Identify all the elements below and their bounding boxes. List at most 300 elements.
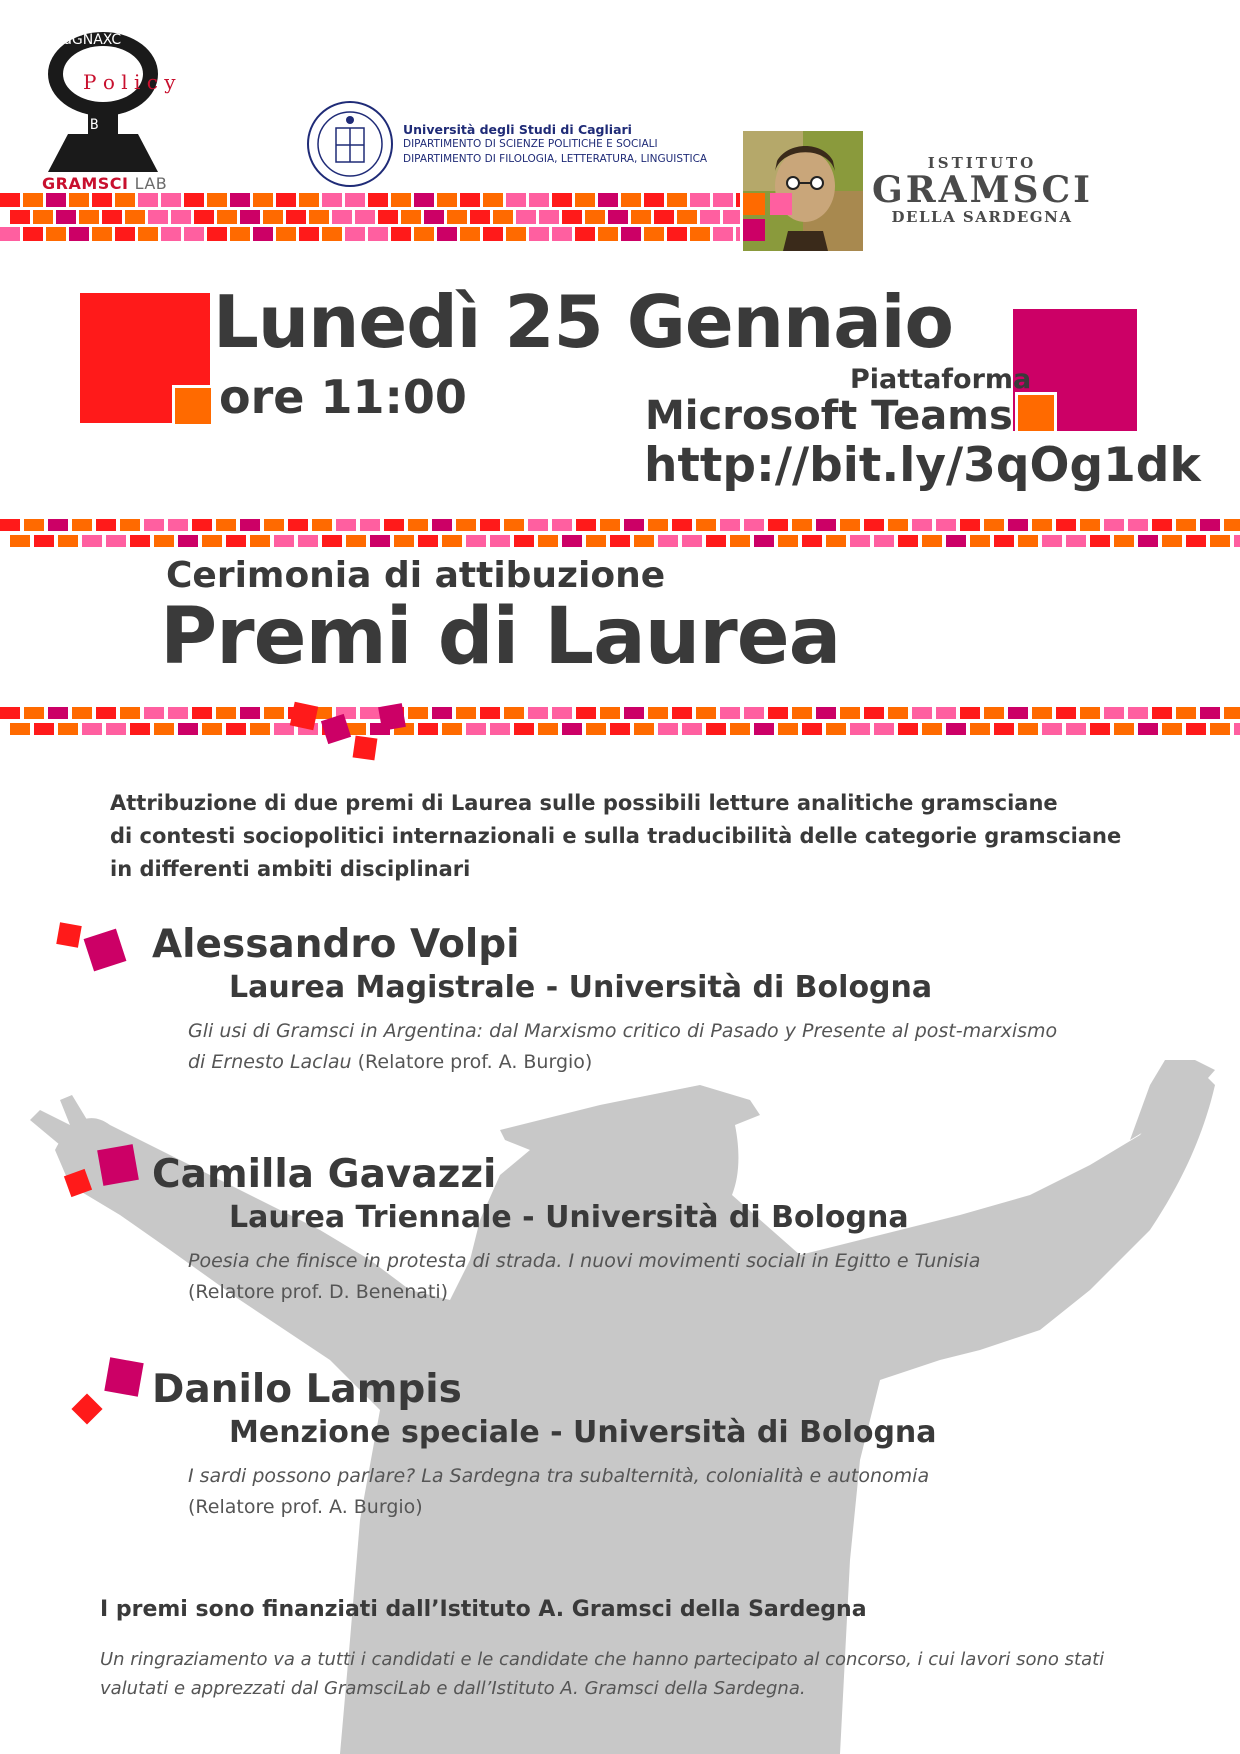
istituto-top-text: ISTITUTO — [927, 154, 1037, 172]
mosaic-tile — [106, 723, 126, 735]
mosaic-tile — [192, 519, 212, 531]
winner-degree: Laurea Magistrale - Università di Bologna — [229, 970, 933, 1005]
mosaic-tile — [34, 535, 54, 547]
mosaic-tile — [253, 193, 273, 207]
mosaic-tile — [667, 193, 687, 207]
mosaic-tile — [58, 723, 78, 735]
mosaic-tile — [802, 535, 822, 547]
mosaic-tile — [391, 227, 411, 241]
mosaic-tile — [600, 707, 620, 719]
mosaic-tile — [514, 535, 534, 547]
event-date: Lunedì 25 Gennaio — [213, 280, 953, 364]
mosaic-tile — [120, 519, 140, 531]
mosaic-tile — [23, 193, 43, 207]
mosaic-tile — [10, 535, 30, 547]
thesis-title: Gli usi di Gramsci in Argentina: dal Marxismo critico di Pasado y Presente al post-marxismo — [188, 1020, 1058, 1042]
mosaic-tile — [312, 519, 332, 531]
mosaic-tile — [984, 519, 1004, 531]
mosaic-tile — [648, 707, 668, 719]
mosaic-tile — [874, 535, 894, 547]
mosaic-tile — [194, 210, 214, 224]
mosaic-tile — [840, 519, 860, 531]
platform-name: Microsoft Teams — [645, 393, 1013, 439]
mosaic-tile — [168, 519, 188, 531]
mosaic-tile — [0, 227, 20, 241]
mosaic-tile — [1152, 707, 1172, 719]
ceremony-title: Premi di Laurea — [160, 592, 841, 682]
mosaic-tile — [408, 707, 428, 719]
mosaic-tile — [360, 519, 380, 531]
mosaic-tile — [720, 519, 740, 531]
mosaic-tile — [336, 519, 356, 531]
mosaic-tile — [898, 723, 918, 735]
mosaic-tile — [401, 210, 421, 224]
mosaic-tile — [332, 210, 352, 224]
decor-square-small-orange-right — [1015, 392, 1057, 434]
mosaic-tile — [644, 227, 664, 241]
mosaic-tile — [562, 535, 582, 547]
svg-text:dGNAXC: dGNAXC — [63, 32, 122, 48]
mosaic-tile — [240, 707, 260, 719]
mosaic-tile — [608, 210, 628, 224]
mosaic-tile — [138, 227, 158, 241]
mosaic-tile — [480, 707, 500, 719]
mosaic-tile — [658, 723, 678, 735]
mosaic-tile — [634, 723, 654, 735]
mosaic-tile — [816, 519, 836, 531]
mosaic-tile — [24, 519, 44, 531]
mosaic-tile — [299, 227, 319, 241]
mosaic-tile — [802, 723, 822, 735]
mosaic-tile — [171, 210, 191, 224]
mosaic-tile — [1200, 707, 1220, 719]
mosaic-tile — [1056, 519, 1076, 531]
winner-thesis — [188, 1246, 1148, 1308]
mosaic-tile — [408, 519, 428, 531]
mosaic-tile — [936, 519, 956, 531]
mosaic-tile — [202, 535, 222, 547]
mosaic-tile — [460, 227, 480, 241]
mosaic-tile — [322, 535, 342, 547]
mosaic-tile — [309, 210, 329, 224]
mosaic-tile — [120, 707, 140, 719]
mosaic-tile — [1224, 519, 1240, 531]
thesis-title-cont: di Ernesto Laclau — [188, 1051, 352, 1073]
mosaic-tile — [102, 210, 122, 224]
mosaic-tile — [322, 227, 342, 241]
mosaic-tile — [1128, 707, 1148, 719]
mosaic-tile — [92, 193, 112, 207]
mosaic-tile — [178, 723, 198, 735]
mosaic-tile — [1162, 723, 1182, 735]
mosaic-tile — [1104, 519, 1124, 531]
mosaic-tile — [69, 193, 89, 207]
winner-marker-large — [97, 1144, 139, 1186]
mosaic-tile — [1066, 723, 1086, 735]
mosaic-tile — [82, 535, 102, 547]
mosaic-tile — [346, 535, 366, 547]
mosaic-tile — [456, 707, 476, 719]
mosaic-tile — [72, 707, 92, 719]
intro-line: in differenti ambiti disciplinari — [110, 857, 471, 881]
winner-name: Camilla Gavazzi — [152, 1152, 497, 1197]
mosaic-tile — [370, 535, 390, 547]
mosaic-tile — [33, 210, 53, 224]
mosaic-tile — [1018, 723, 1038, 735]
mosaic-tile — [1186, 723, 1206, 735]
mosaic-tile — [912, 519, 932, 531]
mosaic-tile — [529, 227, 549, 241]
mosaic-tile — [456, 519, 476, 531]
mosaic-tile — [736, 227, 740, 241]
mosaic-tile — [264, 519, 284, 531]
decor-square-small-orange — [172, 385, 214, 427]
decor-square — [770, 193, 792, 215]
mosaic-tile — [816, 707, 836, 719]
mosaic-tile — [1066, 535, 1086, 547]
gramsci-lab-letter-head-icon — [28, 14, 178, 172]
winner-entry — [152, 1367, 1152, 1523]
istituto-main-text: GRAMSCI — [872, 169, 1093, 211]
decor-square — [743, 193, 765, 215]
mosaic-tile — [216, 707, 236, 719]
mosaic-tile — [720, 707, 740, 719]
mosaic-tile — [10, 210, 30, 224]
thanks-note — [100, 1645, 1140, 1703]
mosaic-tile — [48, 707, 68, 719]
mosaic-tile — [1090, 723, 1110, 735]
mosaic-tile — [161, 193, 181, 207]
mosaic-tile — [286, 210, 306, 224]
mosaic-tile — [432, 707, 452, 719]
mosaic-tile — [970, 535, 990, 547]
mosaic-tile — [207, 193, 227, 207]
mosaic-tile — [230, 193, 250, 207]
istituto-bottom-text: DELLA SARDEGNA — [891, 208, 1073, 226]
mosaic-tile — [864, 707, 884, 719]
mosaic-strip-top — [0, 193, 740, 245]
mosaic-tile — [368, 227, 388, 241]
mosaic-tile — [506, 227, 526, 241]
mosaic-tile — [263, 210, 283, 224]
mosaic-tile — [736, 193, 740, 207]
mosaic-tile — [360, 707, 380, 719]
mosaic-tile — [168, 707, 188, 719]
mosaic-tile — [946, 535, 966, 547]
mosaic-tile — [161, 227, 181, 241]
winner-degree: Laurea Triennale - Università di Bologna — [229, 1200, 909, 1235]
mosaic-tile — [125, 210, 145, 224]
mosaic-tile — [34, 723, 54, 735]
mosaic-tile — [514, 723, 534, 735]
mosaic-tile — [528, 707, 548, 719]
mosaic-tile — [598, 227, 618, 241]
decor-square — [353, 736, 378, 761]
mosaic-tile — [144, 707, 164, 719]
svg-text:B: B — [90, 117, 99, 133]
mosaic-tile — [631, 210, 651, 224]
mosaic-tile — [130, 723, 150, 735]
mosaic-tile — [946, 723, 966, 735]
mosaic-tile — [230, 227, 250, 241]
mosaic-tile — [148, 210, 168, 224]
mosaic-tile — [672, 519, 692, 531]
mosaic-tile — [1176, 519, 1196, 531]
thesis-supervisor: (Relatore prof. D. Benenati) — [188, 1281, 449, 1303]
mosaic-tile — [217, 210, 237, 224]
mosaic-tile — [442, 535, 462, 547]
ceremony-subtitle: Cerimonia di attibuzione — [166, 555, 666, 596]
mosaic-tile — [391, 193, 411, 207]
funding-note: I premi sono finanziati dall’Istituto A. Gramsci della Sardegna — [100, 1597, 867, 1622]
thesis-supervisor: (Relatore prof. A. Burgio) — [188, 1496, 423, 1518]
mosaic-tile — [115, 227, 135, 241]
mosaic-tile — [621, 193, 641, 207]
mosaic-tile — [288, 519, 308, 531]
mosaic-tile — [378, 210, 398, 224]
mosaic-tile — [276, 193, 296, 207]
mosaic-tile — [840, 707, 860, 719]
mosaic-tile — [528, 519, 548, 531]
mosaic-tile — [178, 535, 198, 547]
mosaic-tile — [130, 535, 150, 547]
thesis-supervisor: (Relatore prof. A. Burgio) — [351, 1051, 593, 1073]
mosaic-tile — [754, 723, 774, 735]
mosaic-tile — [936, 707, 956, 719]
mosaic-tile — [610, 723, 630, 735]
mosaic-tile — [1032, 707, 1052, 719]
mosaic-tile — [667, 227, 687, 241]
mosaic-tile — [466, 535, 486, 547]
mosaic-tile — [529, 193, 549, 207]
mosaic-tile — [768, 519, 788, 531]
mosaic-tile — [56, 210, 76, 224]
istituto-gramsci-logo — [872, 154, 1092, 226]
mosaic-tile — [1152, 519, 1172, 531]
mosaic-tile — [864, 519, 884, 531]
decor-square — [743, 219, 765, 241]
mosaic-tile — [672, 707, 692, 719]
mosaic-tile — [586, 535, 606, 547]
mosaic-tile — [82, 723, 102, 735]
mosaic-tile — [598, 193, 618, 207]
mosaic-tile — [888, 519, 908, 531]
mosaic-tile — [552, 707, 572, 719]
thesis-title: I sardi possono parlare? La Sardegna tra subalternità, colonialità e autonomia — [188, 1465, 930, 1487]
mosaic-tile — [696, 707, 716, 719]
mosaic-tile — [466, 723, 486, 735]
mosaic-tile — [106, 535, 126, 547]
mosaic-tile — [516, 210, 536, 224]
mosaic-tile — [418, 723, 438, 735]
mosaic-tile — [506, 193, 526, 207]
meeting-link[interactable]: http://bit.ly/3qOg1dk — [644, 438, 1201, 493]
gramsci-lab-name — [42, 174, 167, 193]
mosaic-tile — [437, 193, 457, 207]
mosaic-tile — [1080, 519, 1100, 531]
mosaic-tile — [658, 535, 678, 547]
mosaic-tile — [826, 535, 846, 547]
mosaic-tile — [154, 535, 174, 547]
mosaic-tile — [298, 535, 318, 547]
mosaic-tile — [394, 535, 414, 547]
mosaic-tile — [922, 723, 942, 735]
mosaic-tile — [483, 193, 503, 207]
mosaic-tile — [576, 519, 596, 531]
mosaic-tile — [826, 723, 846, 735]
mosaic-tile — [345, 227, 365, 241]
mosaic-tile — [754, 535, 774, 547]
mosaic-strip-lower — [0, 696, 1240, 748]
mosaic-tile — [1210, 723, 1230, 735]
mosaic-tile — [414, 193, 434, 207]
mosaic-tile — [768, 707, 788, 719]
mosaic-tile — [539, 210, 559, 224]
mosaic-tile — [192, 707, 212, 719]
mosaic-tile — [46, 193, 66, 207]
mosaic-tile — [912, 707, 932, 719]
mosaic-tile — [368, 193, 388, 207]
mosaic-tile — [250, 723, 270, 735]
mosaic-tile — [250, 535, 270, 547]
mosaic-tile — [994, 723, 1014, 735]
mosaic-tile — [585, 210, 605, 224]
decor-square — [290, 702, 318, 730]
mosaic-tile — [624, 707, 644, 719]
mosaic-tile — [1138, 723, 1158, 735]
mosaic-tile — [79, 210, 99, 224]
mosaic-tile — [96, 519, 116, 531]
mosaic-tile — [493, 210, 513, 224]
mosaic-tile — [184, 227, 204, 241]
mosaic-tile — [1032, 519, 1052, 531]
mosaic-tile — [624, 519, 644, 531]
thanks-line: valutati e apprezzati dal GramsciLab e dall’Istituto A. Gramsci della Sardegna. — [100, 1678, 806, 1699]
mosaic-tile — [460, 193, 480, 207]
mosaic-tile — [96, 707, 116, 719]
mosaic-tile — [648, 519, 668, 531]
mosaic-tile — [274, 535, 294, 547]
mosaic-tile — [706, 535, 726, 547]
mosaic-tile — [418, 535, 438, 547]
winner-thesis — [188, 1461, 1148, 1523]
mosaic-tile — [960, 519, 980, 531]
mosaic-tile — [115, 193, 135, 207]
mosaic-tile — [730, 535, 750, 547]
mosaic-tile — [72, 519, 92, 531]
mosaic-tile — [226, 723, 246, 735]
mosaic-tile — [600, 519, 620, 531]
mosaic-tile — [1234, 723, 1240, 735]
mosaic-tile — [58, 535, 78, 547]
mosaic-tile — [1128, 519, 1148, 531]
winner-degree: Menzione speciale - Università di Bologna — [229, 1415, 937, 1450]
mosaic-tile — [447, 210, 467, 224]
platform-label: Piattaforma — [850, 364, 1032, 395]
mosaic-tile — [713, 193, 733, 207]
mosaic-tile — [690, 193, 710, 207]
mosaic-tile — [264, 707, 284, 719]
winner-name: Danilo Lampis — [152, 1367, 462, 1412]
mosaic-tile — [874, 723, 894, 735]
mosaic-tile — [723, 210, 740, 224]
mosaic-tile — [226, 535, 246, 547]
mosaic-tile — [1162, 535, 1182, 547]
mosaic-tile — [713, 227, 733, 241]
thesis-title: Poesia che finisce in protesta di strada. I nuovi movimenti sociali in Egitto e Tunisia — [188, 1250, 981, 1272]
winner-marker-small — [56, 922, 81, 947]
mosaic-tile — [490, 723, 510, 735]
mosaic-tile — [1042, 535, 1062, 547]
mosaic-tile — [48, 519, 68, 531]
mosaic-tile — [46, 227, 66, 241]
department-1: DIPARTIMENTO DI SCIENZE POLITICHE E SOCIALI — [403, 138, 658, 150]
mosaic-tile — [562, 210, 582, 224]
mosaic-tile — [1176, 707, 1196, 719]
winner-thesis — [188, 1016, 1148, 1078]
mosaic-tile — [504, 707, 524, 719]
mosaic-tile — [730, 723, 750, 735]
winner-entry — [152, 922, 1152, 1078]
gramsci-lab-name-main: GRAMSCI — [42, 174, 129, 193]
university-seal-icon — [306, 100, 394, 188]
mosaic-tile — [1008, 519, 1028, 531]
mosaic-tile — [677, 210, 697, 224]
university-title: Università degli Studi di Cagliari — [403, 122, 632, 137]
mosaic-tile — [240, 519, 260, 531]
mosaic-tile — [384, 519, 404, 531]
mosaic-tile — [1114, 723, 1134, 735]
mosaic-tile — [744, 519, 764, 531]
mosaic-tile — [634, 535, 654, 547]
mosaic-tile — [1200, 519, 1220, 531]
mosaic-tile — [184, 193, 204, 207]
mosaic-tile — [575, 193, 595, 207]
mosaic-tile — [207, 227, 227, 241]
mosaic-tile — [690, 227, 710, 241]
university-text — [403, 122, 707, 167]
intro-line: di contesti sociopolitici internazionali e sulla traducibilità delle categorie gramsciane — [110, 824, 1122, 848]
decor-square — [378, 703, 406, 731]
mosaic-tile — [960, 707, 980, 719]
mosaic-tile — [424, 210, 444, 224]
mosaic-tile — [552, 519, 572, 531]
mosaic-strip-middle — [0, 508, 1240, 560]
mosaic-tile — [682, 723, 702, 735]
mosaic-tile — [0, 193, 20, 207]
thanks-line: Un ringraziamento va a tutti i candidati e le candidate che hanno partecipato al concorso, i cui lavori sono stati — [100, 1649, 1105, 1670]
department-2: DIPARTIMENTO DI FILOLOGIA, LETTERATURA, LINGUISTICA — [403, 153, 708, 165]
mosaic-tile — [322, 193, 342, 207]
mosaic-tile — [480, 519, 500, 531]
mosaic-tile — [888, 707, 908, 719]
mosaic-tile — [654, 210, 674, 224]
mosaic-tile — [24, 707, 44, 719]
mosaic-tile — [144, 519, 164, 531]
mosaic-tile — [299, 193, 319, 207]
mosaic-tile — [432, 519, 452, 531]
mosaic-tile — [253, 227, 273, 241]
mosaic-tile — [792, 707, 812, 719]
mosaic-tile — [744, 707, 764, 719]
mosaic-tile — [0, 707, 20, 719]
mosaic-tile — [575, 227, 595, 241]
mosaic-tile — [586, 723, 606, 735]
gramsci-lab-name-suffix: LAB — [134, 174, 168, 193]
svg-text:P o l i c y: P o l i c y — [83, 70, 176, 94]
winner-name: Alessandro Volpi — [152, 922, 520, 967]
mosaic-tile — [414, 227, 434, 241]
